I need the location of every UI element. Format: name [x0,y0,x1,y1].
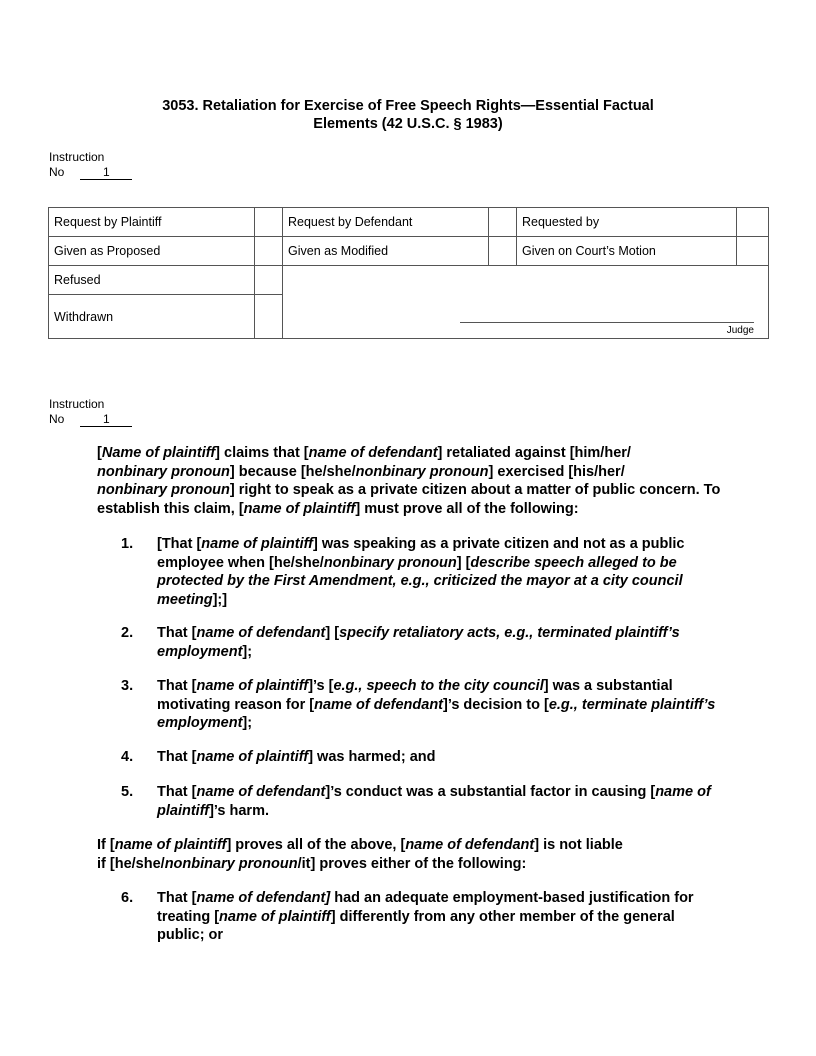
refused-label: Refused [49,266,255,295]
request-table [48,207,769,339]
given-on-courts-motion-label: Given on Court’s Motion [517,237,737,266]
given-on-courts-motion-checkbox[interactable] [737,237,769,266]
list-item: 3. That [name of plaintiff]’s [e.g., speech to the city council] was a substantial motivating reason for [name of defendant]’s decision to [e.g., terminate plaintiff’s employment]; [121,678,716,731]
title-line-1: 3053. Retaliation for Exercise of Free Speech Rights—Essential Factual [162,98,654,114]
list-item: 6. That [name of defendant] had an adequate employment-based justification for treating [name of plaintiff] differently from any other member of the general public; or [121,890,694,943]
judge-signature-line [460,322,754,323]
requested-by-label: Requested by [517,208,737,237]
request-by-plaintiff-label: Request by Plaintiff [49,208,255,237]
refused-checkbox[interactable] [255,266,283,295]
given-as-modified-label: Given as Modified [283,237,489,266]
no-label: No [49,164,65,179]
list-item: 1. [That [name of plaintiff] was speaking as a private citizen and not as a public employee when [he/she/nonbinary pronoun] [describe speech alleged to be protected by the First Amendment, e.g., criticized the mayor at a city council meeting];] [121,536,685,608]
list-item: 5. That [name of defendant]’s conduct was a substantial factor in causing [name of plaintiff]’s harm. [121,784,711,819]
judge-signature-area [283,266,769,339]
given-as-proposed-checkbox[interactable] [255,237,283,266]
list-item: 2. That [name of defendant] [specify retaliatory acts, e.g., terminated plaintiff’s employment]; [121,625,680,660]
list-item: 4. That [name of plaintiff] was harmed; and [121,749,436,765]
instruction-label: Instruction [49,150,105,164]
instruction-number: 1 [80,413,132,427]
requested-by-checkbox[interactable] [737,208,769,237]
intro-paragraph: [Name of plaintiff] claims that [name of defendant] retaliated against [him/her/ nonbinary pronoun] because [he/she/nonbinary pronoun] exercised [his/her/ nonbinary pronoun] right to speak as a private citizen about a matter of public concern. To establish this claim, [name of plaintiff] must prove all of the following: [97,445,721,517]
instruction-number-bottom [49,397,132,427]
given-as-modified-checkbox[interactable] [489,237,517,266]
withdrawn-label: Withdrawn [49,295,255,339]
judge-label: Judge [726,325,754,336]
request-by-defendant-checkbox[interactable] [489,208,517,237]
given-as-proposed-label: Given as Proposed [49,237,255,266]
request-by-defendant-label: Request by Defendant [283,208,489,237]
title-line-2: Elements (42 U.S.C. § 1983) [313,116,503,132]
withdrawn-checkbox[interactable] [255,295,283,339]
no-label: No [49,411,65,426]
request-by-plaintiff-checkbox[interactable] [255,208,283,237]
instruction-number-top [49,150,132,180]
instruction-label: Instruction [49,397,105,411]
instruction-number: 1 [80,166,132,180]
defense-paragraph: If [name of plaintiff] proves all of the above, [name of defendant] is not liable if [he/she/nonbinary pronoun/it] proves either of the following: [97,837,623,872]
page-title [0,97,816,133]
